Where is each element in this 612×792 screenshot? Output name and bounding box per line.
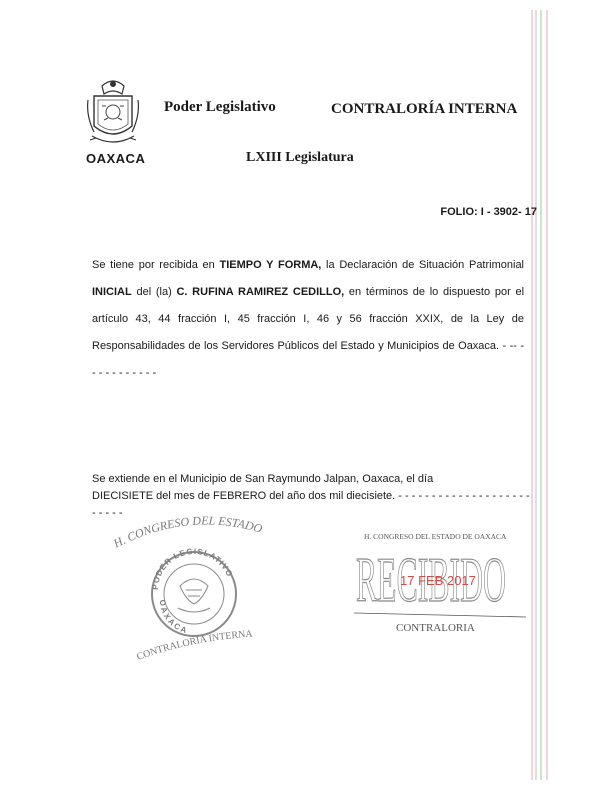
folio-number: FOLIO: I - 3902- 17	[440, 206, 537, 218]
stamp-right-date: 17 FEB 2017	[400, 573, 476, 588]
received-stamp	[352, 527, 528, 637]
stamp-left-ring-top: PODER LEGISLATIVO	[150, 546, 235, 591]
svg-text:CONTRALORÍA INTERNA	[135, 629, 253, 663]
body-text-1: Se tiene por recibida en	[92, 259, 220, 271]
congress-seal-stamp	[108, 508, 278, 668]
page-edge-lines	[530, 10, 552, 780]
eagle-emblem-icon	[178, 579, 210, 612]
body-text-3: del (la)	[131, 286, 177, 298]
closing-line-1: Se extiende en el Municipio de San Raymundo Jalpan, Oaxaca, el día	[92, 473, 434, 485]
oaxaca-coat-of-arms-icon	[86, 76, 140, 152]
body-inicial: INICIAL	[92, 286, 132, 298]
branch-title: Poder Legislativo	[164, 99, 276, 115]
body-text-2: la Declaración de Situación Patrimonial	[321, 259, 525, 271]
body-person-name: C. RUFINA RAMIREZ CEDILLO,	[176, 286, 345, 298]
body-tiempo-forma: TIEMPO Y FORMA,	[219, 259, 322, 271]
closing-line-2: DIECISIETE del mes de FEBRERO del año dos mil diecisiete. - - - - - - - - - - - - - - - - - - - - - - - - -	[92, 490, 530, 519]
stamp-right-bottom-text: CONTRALORIA	[396, 622, 475, 634]
legislature-title: LXIII Legislatura	[246, 150, 354, 165]
office-title: CONTRALORÍA INTERNA	[331, 101, 518, 117]
svg-text:H. CONGRESO DEL ESTADO	[110, 513, 264, 551]
stamp-left-top-text: H. CONGRESO DEL ESTADO	[111, 513, 264, 551]
state-name: OAXACA	[86, 151, 146, 166]
stamp-right-top-text: H. CONGRESO DEL ESTADO DE OAXACA	[364, 532, 507, 541]
body-paragraph	[92, 252, 524, 387]
body-text-4: en términos de lo dispuesto por el artículo 43, 44 fracción I, 45 fracción I, 46 y 56 fracción XXIX, de la Ley de Responsabilidades de los Servidores Públicos del Estado y Municipios de Oaxaca. - -- - - - - - - - - - - -	[92, 286, 525, 379]
stamp-right-word: RECIBIDO	[356, 544, 506, 615]
stamp-left-bottom-text: CONTRALORÍA INTERNA	[135, 628, 253, 663]
stamp-left-ring-bottom: OAXACA	[157, 599, 190, 636]
